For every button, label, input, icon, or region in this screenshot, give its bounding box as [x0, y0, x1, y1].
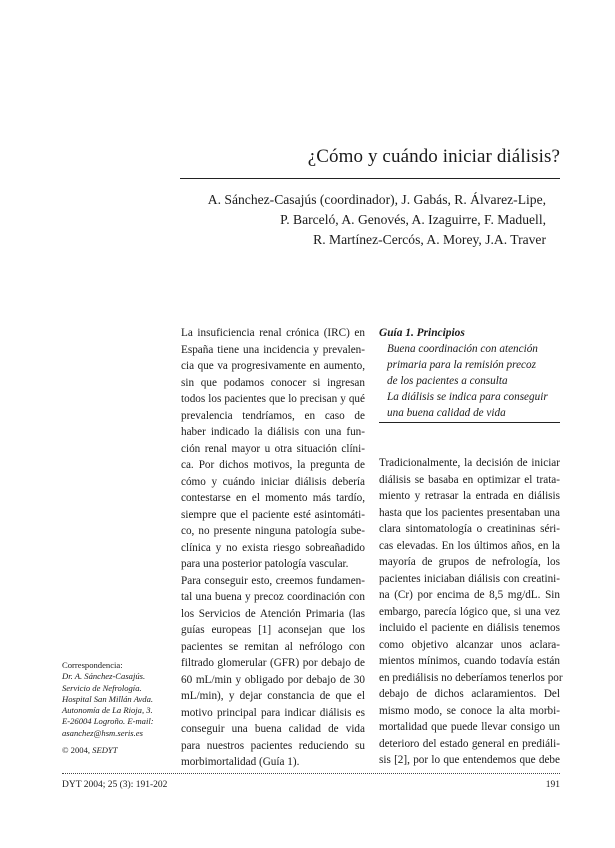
address-line: Hospital San Millán Avda.	[62, 693, 154, 704]
guide-item-line: La diálisis se indica para conseguir	[387, 391, 548, 403]
guide-item-line: una buena calidad de vida	[387, 407, 506, 419]
journal-citation: DYT 2004; 25 (3): 191-202	[62, 780, 168, 790]
text-line: ción renal mayor u otra situación clíni-	[181, 442, 365, 455]
correspondence-address	[62, 671, 174, 739]
text-line: mientos mínimos, cuando todavía están	[379, 655, 560, 667]
text-line: los Servicios de Atención Primaria (las	[181, 607, 365, 620]
text-line: diálisis se basaba en optimizar el trata-	[379, 473, 560, 486]
text-line: en prediálisis no deberíamos tenerlos por	[379, 671, 563, 684]
text-line: motivo principal para indicar diálisis es	[181, 706, 365, 719]
text-line: clínica y no exista riesgo sobreañadido	[181, 541, 365, 554]
guide-list	[379, 341, 560, 421]
text-line: morbimortalidad (Guía 1).	[181, 756, 300, 768]
copyright-prefix: © 2004,	[62, 745, 93, 756]
address-line: Dr. A. Sánchez-Casajús.	[62, 671, 146, 682]
text-line: 60 mL/min y obligado por debajo de 30	[181, 673, 365, 686]
author-list	[180, 190, 546, 250]
text-line: España tiene una incidencia y prevalen-	[181, 343, 365, 356]
text-line: cas elevadas. En los últimos años, en la	[379, 539, 560, 552]
text-line: Tradicionalmente, la decisión de iniciar	[379, 457, 560, 469]
address-line: Autonomía de La Rioja, 3.	[62, 705, 153, 716]
text-line: cómo y cuándo iniciar diálisis debería	[181, 475, 365, 488]
author-line: A. Sánchez-Casajús (coordinador), J. Gabás, R. Álvarez-Lipe,	[207, 192, 546, 207]
address-line: asanchez@hsm.seris.es	[62, 727, 143, 738]
correspondence-block	[62, 660, 174, 756]
text-line: mL/min), y dejar constancia de que el	[181, 690, 365, 702]
guide-item	[379, 389, 560, 421]
text-line: deterioro del estado general en prediáli-	[379, 737, 560, 750]
text-line: Para conseguir esto, creemos fundamen-	[181, 574, 365, 587]
guide-item	[379, 341, 560, 389]
copyright-journal: SEDYT	[92, 745, 118, 756]
text-line: como objetivo alcanzar unos aclara-	[379, 638, 560, 651]
text-line: La insuficiencia renal crónica (IRC) en	[181, 327, 365, 339]
text-line: prevalencia tendríamos, en caso de	[181, 409, 365, 422]
text-line: filtrado glomerular (GFR) por debajo de	[181, 657, 365, 669]
text-line: incluido el paciente en diálisis tenemos	[379, 622, 560, 634]
text-line: para nuestros pacientes reduciendo su	[181, 739, 365, 752]
article-title: ¿Cómo y cuándo iniciar diálisis?	[307, 146, 560, 167]
guide-box	[379, 325, 560, 421]
text-line: cia que va progresivamente en aumento,	[181, 360, 365, 372]
author-line: P. Barceló, A. Genovés, A. Izaguirre, F. Maduell,	[280, 212, 546, 227]
text-line: para una posterior patología vascular.	[181, 558, 349, 570]
guide-title: Guía 1. Principios	[379, 327, 465, 339]
page-number: 191	[545, 780, 560, 790]
text-line: haber indicado la diálisis con una fun-	[181, 426, 365, 438]
text-line: guías europeas [1] aconsejan que los	[181, 624, 365, 636]
guide-divider	[379, 422, 560, 423]
text-line: pacientes iniciaban diálisis con creatini-	[379, 572, 560, 585]
text-line: clara sintomatología o creatininas séri-	[379, 523, 560, 535]
footer-divider	[62, 773, 560, 774]
copyright-notice	[62, 745, 174, 756]
guide-item-line: primaria para la remisión precoz	[387, 359, 536, 371]
text-line: pacientes se remitan al nefrólogo con	[181, 640, 365, 653]
text-line: ca. Por dichos motivos, la pregunta de	[181, 459, 365, 471]
text-line: mortalidad que puede llevar consigo un	[379, 721, 560, 733]
guide-item-line: de los pacientes a consulta	[387, 375, 508, 387]
author-line: R. Martínez-Cercós, A. Morey, J.A. Traver	[313, 232, 546, 247]
text-line: sin que podamos conocer si ingresan	[181, 376, 365, 389]
text-line: siempre que el paciente esté asintomáti-	[181, 508, 365, 521]
text-line: miento y retrasar la entrada en diálisis	[379, 490, 560, 502]
text-line: co, no presente ninguna patología sube-	[181, 525, 365, 537]
title-divider	[180, 178, 560, 179]
text-line: debajo de dichos aclaramientos. Del	[379, 688, 560, 700]
text-line: embargo, parecía lógico que, si una vez	[379, 605, 560, 618]
text-line: mayoría de grupos de nefrología, los	[379, 556, 560, 568]
text-line: sis [2], por lo que entendemos que debe	[379, 754, 560, 766]
guide-item-line: Buena coordinación con atención	[387, 343, 538, 355]
text-line: tal una buena y precoz coordinación con	[181, 591, 365, 603]
text-line: todos los pacientes que lo precisan y qué	[181, 393, 365, 405]
address-line: E-26004 Logroño. E-mail:	[62, 716, 154, 727]
text-line: conseguir una buena calidad de vida	[181, 723, 365, 735]
correspondence-label: Correspondencia:	[62, 660, 123, 670]
left-text-column	[181, 325, 365, 771]
text-line: contestarse en el momento más tardío,	[181, 492, 365, 504]
text-line: mismo modo, se conoce la alta morbi-	[379, 704, 560, 717]
right-text-column	[379, 455, 563, 769]
address-line: Servicio de Nefrología.	[62, 682, 142, 693]
text-line: na (Cr) por encima de 8,5 mg/dL. Sin	[379, 589, 560, 601]
text-line: hasta que los pacientes presentaban una	[379, 506, 560, 519]
